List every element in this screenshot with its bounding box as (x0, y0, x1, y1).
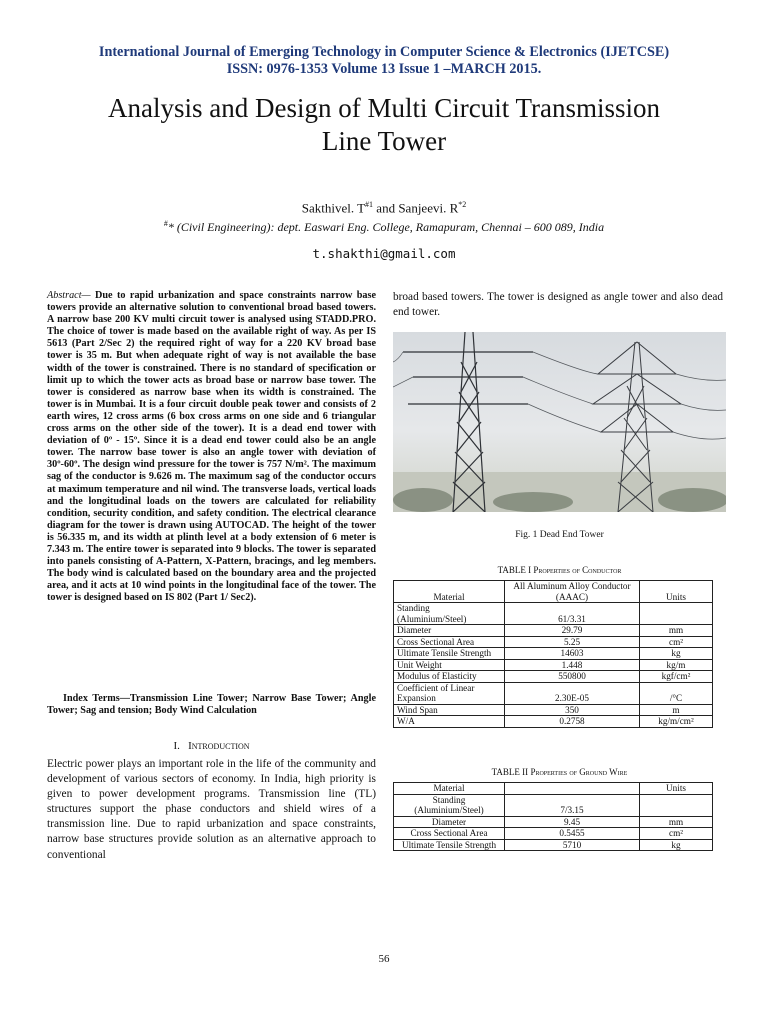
table-cell: Cross Sectional Area (394, 828, 505, 840)
table-header-cell: Units (640, 581, 713, 603)
table-cell (640, 794, 713, 816)
table-row (394, 794, 713, 816)
index-terms: Index Terms—Transmission Line Tower; Narrow Base Tower; Angle Tower; Sag and tension; Body Wind Calculation (47, 693, 376, 717)
table-cell: 61/3.31 (505, 603, 640, 625)
journal-header (0, 44, 768, 78)
section-title: Introduction (188, 740, 250, 752)
paper-title (30, 92, 738, 158)
table1-caption-title: Properties of Conductor (533, 565, 622, 575)
author-1-mark: #1 (365, 200, 374, 209)
table-cell: W/A (394, 716, 505, 728)
table-row (394, 603, 713, 625)
table-cell: 9.45 (505, 816, 640, 828)
table-row (394, 625, 713, 637)
table-cell: Wind Span (394, 704, 505, 716)
paper-title-line2: Line Tower (321, 126, 447, 156)
affiliation (0, 219, 768, 235)
author-2: and Sanjeevi. R (373, 200, 459, 216)
section-heading (47, 740, 376, 752)
table-cell: 0.5455 (505, 828, 640, 840)
right-column-text: broad based towers. The tower is designed as angle tower and also dead end tower. (393, 291, 723, 319)
tower-illustration (393, 332, 726, 512)
table-cell: /°C (640, 682, 713, 704)
section-number: I. (173, 740, 180, 752)
table-cell: Unit Weight (394, 659, 505, 671)
journal-issn: ISSN: 0976-1353 Volume 13 Issue 1 –MARCH 2015. (226, 61, 542, 77)
affiliation-mark: # (163, 219, 168, 228)
table2-caption-number: TABLE II (491, 767, 531, 777)
table-cell: 29.79 (505, 625, 640, 637)
table-header-cell: All Aluminum Alloy Conductor (AAAC) (505, 581, 640, 603)
authors (0, 200, 768, 216)
table-cell: Standing (Aluminium/Steel) (394, 603, 505, 625)
table-row (394, 839, 713, 851)
table-row (394, 816, 713, 828)
table1-caption-number: TABLE I (497, 565, 534, 575)
table-cell: Modulus of Elasticity (394, 671, 505, 683)
table-cell: kgf/cm² (640, 671, 713, 683)
table-cell: Diameter (394, 625, 505, 637)
table2-caption (393, 767, 726, 777)
table-cell: 7/3.15 (505, 794, 640, 816)
table-cell: m (640, 704, 713, 716)
table-cell: 14603 (505, 648, 640, 660)
table2-caption-title: Properties of Ground Wire (530, 767, 628, 777)
author-2-mark: *2 (458, 200, 467, 209)
table-cell: kg/m/cm² (640, 716, 713, 728)
table-cell: kg (640, 648, 713, 660)
table-row (394, 671, 713, 683)
table-header-row (394, 581, 713, 603)
dead-end-tower-photo (393, 332, 726, 512)
table-cell: Cross Sectional Area (394, 636, 505, 648)
table-row (394, 636, 713, 648)
table-cell (640, 603, 713, 625)
table-cell: mm (640, 625, 713, 637)
table-cell: Diameter (394, 816, 505, 828)
table-cell: Ultimate Tensile Strength (394, 648, 505, 660)
table-cell: 5.25 (505, 636, 640, 648)
paper-title-line1: Analysis and Design of Multi Circuit Transmission (107, 93, 661, 123)
table-cell: Standing (Aluminium/Steel) (394, 794, 505, 816)
abstract (47, 290, 376, 604)
table-header-row (394, 783, 713, 795)
table-cell: 0.2758 (505, 716, 640, 728)
author-email[interactable]: t.shakthi@gmail.com (312, 246, 456, 261)
table-cell: 550800 (505, 671, 640, 683)
abstract-lead: Abstract— (47, 290, 91, 301)
table-cell: 5710 (505, 839, 640, 851)
table-cell: 350 (505, 704, 640, 716)
table-cell: 1.448 (505, 659, 640, 671)
table-row (394, 659, 713, 671)
conductor-properties-table (393, 580, 713, 728)
abstract-body: Due to rapid urbanization and space constraints narrow base towers provide an alternative solution to conventional broad based towers. A narrow base 200 KV multi circuit tower is analysed using STADD.PRO. The choice of tower is made based on the available right of way. As per IS 5613 (Part 2/Sec 2) the required right of way for a 220 KV broad base tower is 35 m. But when adequate right of way is not available the base width of the tower is constrained. There is no standard of specification or limit up to which the tower acts as broad base or narrow base tower. The tower is considered as narrow base when its width is constrained. The tower is in Mumbai. It is a four circuit double peak tower and consists of 2 earth wires, 12 cross arms (6 box cross arms on one side and 6 triangular cross arms on the other side of the tower). It is a dead end tower with deviation of 0º - 15º. Since it is a dead end tower could also be an angle tower. The narrow base tower is also an angle tower with deviation of 30º-60º. The design wind pressure for the tower is 757 N/m². The maximum sag of the conductor is 9.626 m. The maximum sag of the conductor occurs at maximum temperature and nil wind. The transverse loads, vertical loads and the longitudinal loads on the towers are calculated for reliability condition, security condition, and safety condition. The electrical clearance diagram for the tower is drawn using AUTOCAD. The height of the tower is 56.335 m, and its width at plinth level at a body extension of 6 meter is 7.343 m. The entire tower is separated into 9 blocks. The tower is separated into panels consisting of A-Pattern, X-Pattern, bracings, and leg members. The body wind is calculated based on the boundary area and the projected area, and it acts at 10 wind points in the longitudinal face of the tower. The tower is designed based on IS 802 (Part 1/ Sec2). (47, 290, 376, 604)
table-header-cell: Material (394, 581, 505, 603)
table-row (394, 828, 713, 840)
table-row (394, 648, 713, 660)
table-cell: cm² (640, 828, 713, 840)
page-number: 56 (378, 953, 390, 965)
figure-caption: Fig. 1 Dead End Tower (515, 530, 604, 540)
table-cell: cm² (640, 636, 713, 648)
table-cell: kg (640, 839, 713, 851)
table-cell: kg/m (640, 659, 713, 671)
affiliation-text: * (Civil Engineering): dept. Easwari Eng. College, Ramapuram, Chennai – 600 089, India (167, 220, 605, 234)
power-lines (393, 352, 726, 439)
table-cell: Ultimate Tensile Strength (394, 839, 505, 851)
table-header-cell: Material (394, 783, 505, 795)
table-cell: mm (640, 816, 713, 828)
table1-caption (393, 565, 726, 575)
table-row (394, 704, 713, 716)
table-header-cell: Units (640, 783, 713, 795)
table-row (394, 682, 713, 704)
table-cell: 2.30E-05 (505, 682, 640, 704)
table-row (394, 716, 713, 728)
ground-wire-properties-table (393, 782, 713, 851)
introduction-text: Electric power plays an important role in the life of the community and development of various sectors of economy. In India, high priority is given to power development programs. Transmission line (TL) structures support the phase conductors and shield wires of a transmission line. Due to rapid urbanization and space constraints, narrow base structures provide solution as an alternative approach to conventional (47, 758, 376, 861)
table-header-cell (505, 783, 640, 795)
author-1: Sakthivel. T (301, 200, 366, 216)
table-cell: Coefficient of Linear Expansion (394, 682, 505, 704)
journal-name: International Journal of Emerging Technology in Computer Science & Electronics (IJETCSE) (98, 44, 670, 60)
